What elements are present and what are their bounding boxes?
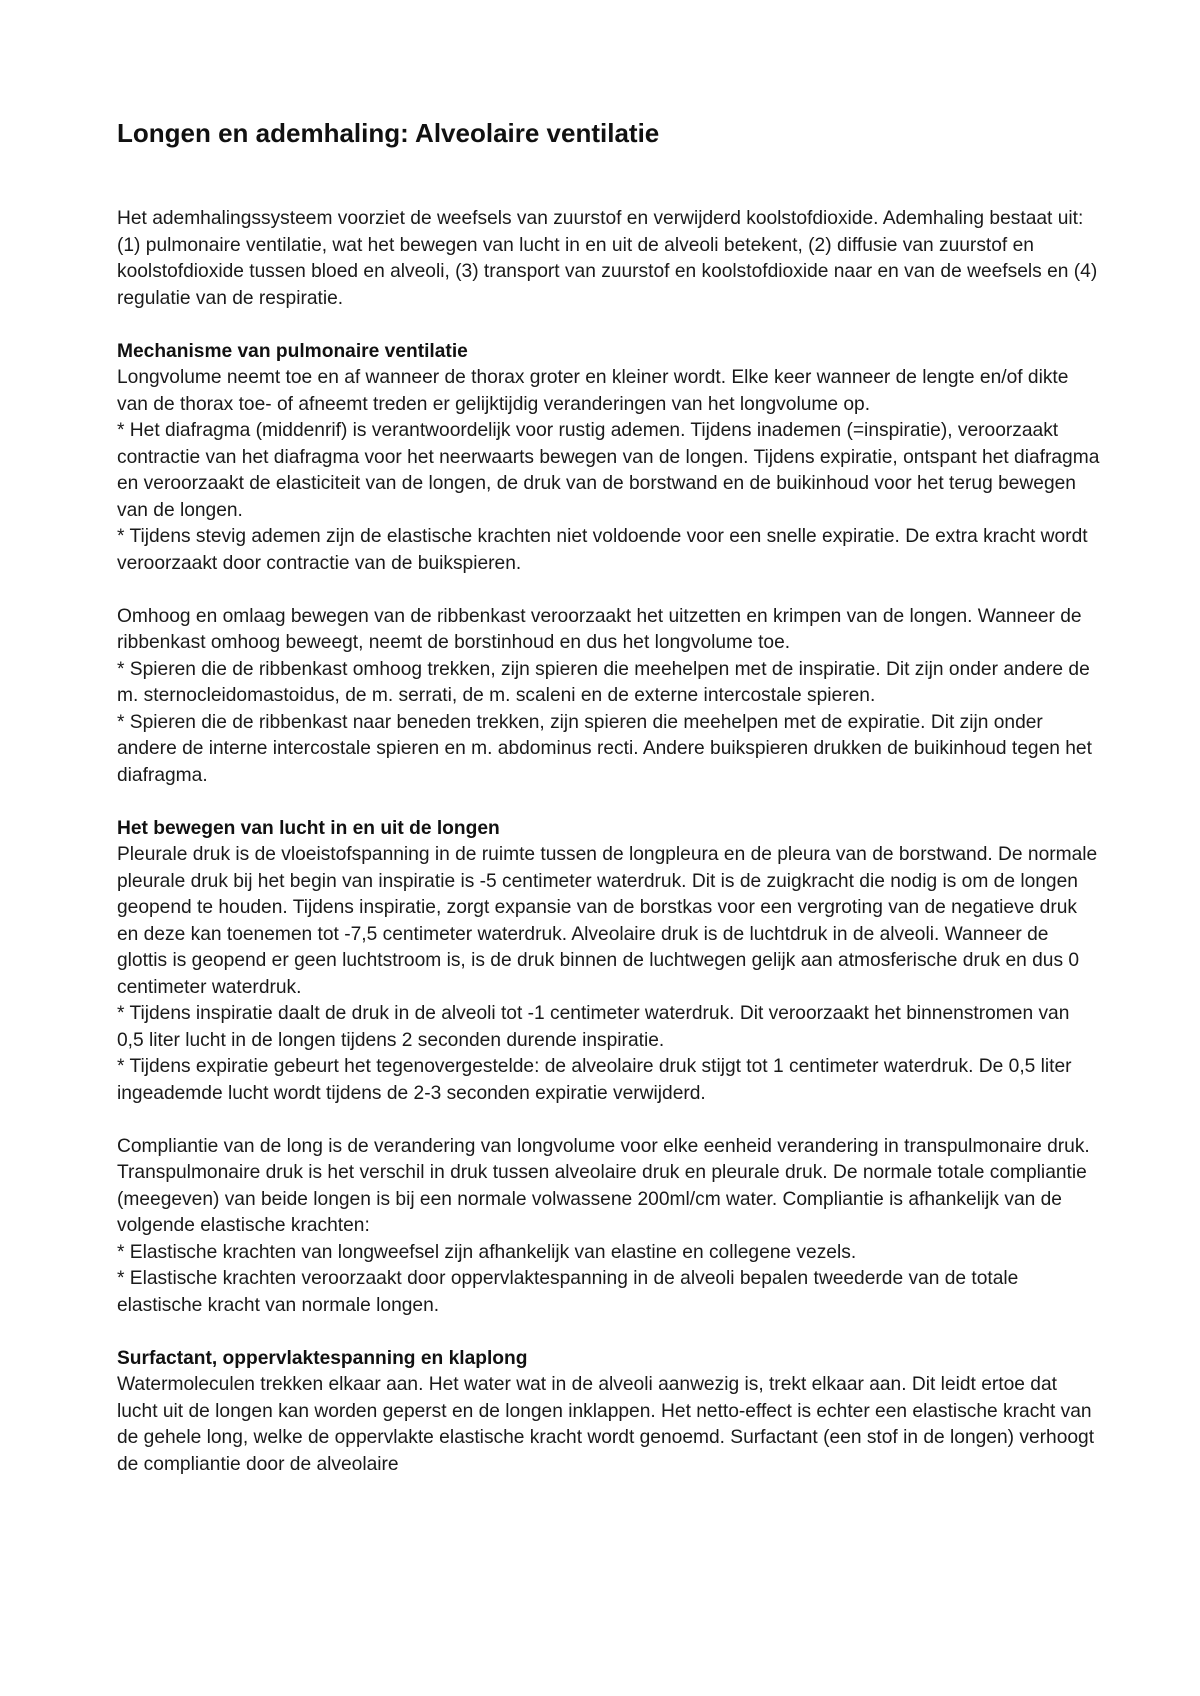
section-bewegen-lucht bbox=[117, 816, 1100, 1108]
bullet-paragraph: * Elastische krachten van longweefsel zijn afhankelijk van elastine en collegene vezels. bbox=[117, 1241, 857, 1263]
paragraph: Compliantie van de long is de verandering van longvolume voor elke eenheid verandering in transpulmonaire druk. Transpulmonaire druk is het verschil in druk tussen alveolaire druk en pleurale druk. De normale totale compliantie (meegeven) van beide longen is bij een normale volwassene 200ml/cm water. Compliantie is afhankelijk van de volgende elastische krachten: bbox=[117, 1135, 1090, 1236]
section-compliantie bbox=[117, 1134, 1100, 1320]
paragraph: Longvolume neemt toe en af wanneer de thorax groter en kleiner wordt. Elke keer wanneer de lengte en/of dikte van de thorax toe- of afneemt treden er gelijktijdig veranderingen van het longvolume op. bbox=[117, 367, 1069, 415]
section-surfactant bbox=[117, 1346, 1100, 1479]
bullet-paragraph: * Tijdens inspiratie daalt de druk in de alveoli tot -1 centimeter waterdruk. Dit veroorzaakt het binnenstromen van 0,5 liter lucht in de longen tijdens 2 seconden durende inspiratie. bbox=[117, 1003, 1070, 1051]
bullet-paragraph: * Elastische krachten veroorzaakt door oppervlaktespanning in de alveoli bepalen tweederde van de totale elastische kracht van normale longen. bbox=[117, 1268, 1019, 1316]
section-heading: Het bewegen van lucht in en uit de longen bbox=[117, 817, 500, 839]
section-mechanisme bbox=[117, 339, 1100, 578]
bullet-paragraph: * Spieren die de ribbenkast omhoog trekken, zijn spieren die meehelpen met de inspiratie. Dit zijn onder andere de m. sternocleidomastoidus, de m. serrati, de m. scaleni en de externe intercostale spieren. bbox=[117, 658, 1090, 706]
paragraph: Het ademhalingssysteem voorziet de weefsels van zuurstof en verwijderd koolstofdioxide. Ademhaling bestaat uit: (1) pulmonaire ventilatie, wat het bewegen van lucht in en uit de alveoli betekent, (2) diffusie van zuurstof en koolstofdioxide tussen bloed en alveoli, (3) transport van zuurstof en koolstofdioxide naar en van de weefsels en (4) regulatie van de respiratie. bbox=[117, 208, 1098, 309]
bullet-paragraph: * Het diafragma (middenrif) is verantwoordelijk voor rustig ademen. Tijdens inademen (=inspiratie), veroorzaakt contractie van het diafragma voor het neerwaarts bewegen van de longen. Tijdens expiratie, ontspant het diafragma en veroorzaakt de elasticiteit van de longen, de druk van de borstwand en de buikinhoud voor het terug bewegen van de longen. bbox=[117, 420, 1100, 521]
section-heading: Surfactant, oppervlaktespanning en klaplong bbox=[117, 1347, 528, 1369]
section-ribbenkast bbox=[117, 604, 1100, 790]
bullet-paragraph: * Tijdens stevig ademen zijn de elastische krachten niet voldoende voor een snelle expiratie. De extra kracht wordt veroorzaakt door contractie van de buikspieren. bbox=[117, 526, 1088, 574]
section-heading: Mechanisme van pulmonaire ventilatie bbox=[117, 340, 468, 362]
document-title: Longen en ademhaling: Alveolaire ventilatie bbox=[117, 118, 660, 148]
paragraph: Watermoleculen trekken elkaar aan. Het water wat in de alveoli aanwezig is, trekt elkaar aan. Dit leidt ertoe dat lucht uit de longen kan worden geperst en de longen inklappen. Het netto-effect is echter een elastische kracht van de gehele long, welke de oppervlakte elastische kracht wordt genoemd. Surfactant (een stof in de longen) verhoogt de compliantie door de alveolaire bbox=[117, 1374, 1095, 1475]
section-intro bbox=[117, 206, 1100, 312]
bullet-paragraph: * Tijdens expiratie gebeurt het tegenovergestelde: de alveolaire druk stijgt tot 1 centimeter waterdruk. De 0,5 liter ingeademde lucht wordt tijdens de 2-3 seconden expiratie verwijderd. bbox=[117, 1056, 1072, 1104]
paragraph: Pleurale druk is de vloeistofspanning in de ruimte tussen de longpleura en de pleura van de borstwand. De normale pleurale druk bij het begin van inspiratie is -5 centimeter waterdruk. Dit is de zuigkracht die nodig is om de longen geopend te houden. Tijdens inspiratie, zorgt expansie van de borstkas voor een vergroting van de negatieve druk en deze kan toenemen tot -7,5 centimeter waterdruk. Alveolaire druk is de luchtdruk in de alveoli. Wanneer de glottis is geopend er geen luchtstroom is, is de druk binnen de luchtwegen gelijk aan atmosferische druk en dus 0 centimeter waterdruk. bbox=[117, 844, 1098, 998]
bullet-paragraph: * Spieren die de ribbenkast naar beneden trekken, zijn spieren die meehelpen met de expiratie. Dit zijn onder andere de interne intercostale spieren en m. abdominus recti. Andere buikspieren drukken de buikinhoud tegen het diafragma. bbox=[117, 711, 1092, 786]
paragraph: Omhoog en omlaag bewegen van de ribbenkast veroorzaakt het uitzetten en krimpen van de longen. Wanneer de ribbenkast omhoog beweegt, neemt de borstinhoud en dus het longvolume toe. bbox=[117, 605, 1082, 653]
